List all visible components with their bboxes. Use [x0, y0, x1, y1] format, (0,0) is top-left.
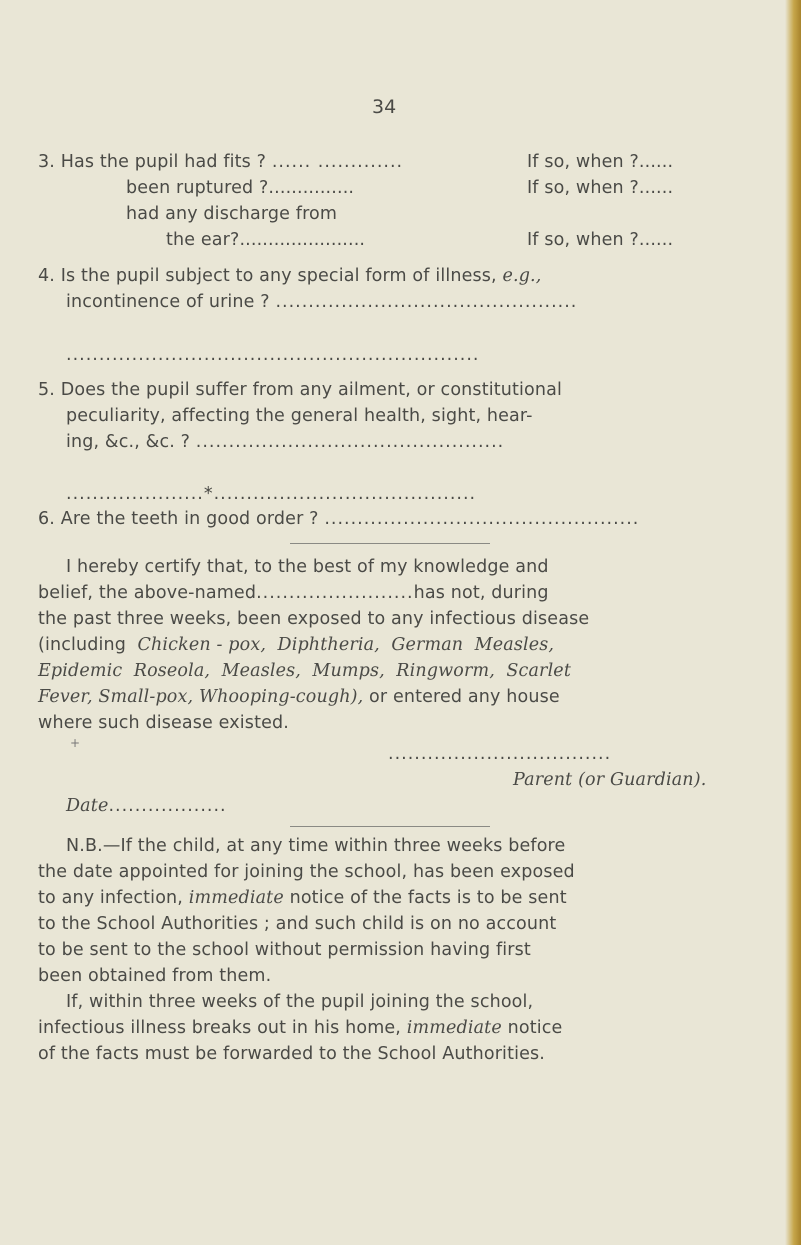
q4-text: Is the pupil subject to any special form of illness, — [60, 266, 497, 286]
nb-infection: to any infection, — [38, 888, 184, 908]
q5-number: 5. — [38, 380, 55, 400]
nb-immediate-2: immediate — [406, 1018, 502, 1038]
section-divider-2 — [290, 826, 490, 827]
cert-belief: belief, the above-named — [38, 583, 257, 603]
disease-german: German — [391, 635, 464, 655]
cert-entered-house: or entered any house — [369, 687, 560, 707]
cert-line4 — [38, 635, 554, 655]
date-blank: .................. — [108, 796, 227, 816]
disease-mumps: Mumps, — [312, 661, 385, 681]
disease-epidemic: Epidemic — [38, 661, 123, 681]
page-number: 34 — [372, 96, 397, 118]
q4-eg: e.g., — [502, 266, 542, 286]
nb-line9: of the facts must be forwarded to the School Authorities. — [38, 1044, 545, 1064]
q3-line1 — [38, 152, 403, 172]
signature-parent: Parent — [513, 770, 573, 790]
q5-line3 — [66, 432, 504, 452]
q3-fits-when: If so, when ?...... — [527, 152, 674, 172]
q4-incontinence: incontinence of urine ? — [66, 292, 270, 312]
stray-mark: + — [70, 736, 81, 750]
signature-blank: .................................. — [388, 744, 612, 764]
signature-guardian: (or Guardian). — [578, 770, 707, 790]
nb-notice: notice of the facts is to be sent — [289, 888, 567, 908]
q5-etc: ing, &c., &c. ? — [66, 432, 191, 452]
nb-line7: If, within three weeks of the pupil joining the school, — [66, 992, 534, 1012]
q5-line2: peculiarity, affecting the general health, sight, hear- — [66, 406, 533, 426]
cert-has-not: has not, during — [413, 583, 549, 603]
q3-ear: the ear?...................... — [166, 230, 366, 250]
q5-text: Does the pupil suffer from any ailment, or constitutional — [60, 380, 562, 400]
q4-line1 — [38, 266, 541, 286]
q6-number: 6. — [38, 509, 55, 529]
signature-caption — [513, 770, 706, 790]
q3-ruptured: been ruptured ?............... — [126, 178, 355, 198]
q5-blank-line: .....................*........................................ — [66, 484, 477, 504]
q3-fits: Has the pupil had fits ? — [60, 152, 267, 172]
nb-line3 — [38, 888, 567, 908]
disease-roseola: Roseola, — [133, 661, 211, 681]
cert-line3: the past three weeks, been exposed to any infectious disease — [38, 609, 590, 629]
cert-name-blank: ........................ — [256, 583, 414, 603]
nb-line5: to be sent to the school without permission having first — [38, 940, 531, 960]
q3-ruptured-when: If so, when ?...... — [527, 178, 674, 198]
q5-answer: ............................................... — [195, 432, 505, 452]
disease-ringworm: Ringworm, — [396, 661, 495, 681]
disease-measles: Measles, — [474, 635, 555, 655]
nb-immediate: immediate — [188, 888, 284, 908]
q4-answer: .............................................. — [275, 292, 578, 312]
q6-answer: ................................................ — [324, 509, 640, 529]
disease-small-pox: Small-pox, — [98, 687, 194, 707]
q4-number: 4. — [38, 266, 55, 286]
nb-illness: infectious illness breaks out in his home, — [38, 1018, 402, 1038]
cert-line7: where such disease existed. — [38, 713, 289, 733]
disease-diphtheria: Diphtheria, — [277, 635, 380, 655]
nb-notice-2: notice — [507, 1018, 563, 1038]
date-label: Date — [66, 796, 109, 816]
page-edge — [785, 0, 801, 1245]
date-line — [66, 796, 227, 816]
q4-blank-line: ............................................................... — [66, 345, 480, 365]
nb-line4: to the School Authorities ; and such child is on no account — [38, 914, 557, 934]
q6-line — [38, 509, 639, 529]
cert-line5 — [38, 661, 571, 681]
q3-discharge: had any discharge from — [126, 204, 338, 224]
cert-line6 — [38, 687, 560, 707]
section-divider — [290, 543, 490, 544]
disease-scarlet: Scarlet — [506, 661, 571, 681]
disease-chicken-pox: Chicken - pox, — [137, 635, 267, 655]
q4-line2 — [66, 292, 577, 312]
disease-fever: Fever, — [38, 687, 93, 707]
q6-text: Are the teeth in good order ? — [60, 509, 319, 529]
nb-line6: been obtained from them. — [38, 966, 272, 986]
nb-line8 — [38, 1018, 562, 1038]
q3-number: 3. — [38, 152, 55, 172]
cert-line1: I hereby certify that, to the best of my knowledge and — [66, 557, 549, 577]
cert-including: (including — [38, 635, 127, 655]
disease-whooping-cough: Whooping-cough), — [198, 687, 364, 707]
disease-measles-2: Measles, — [221, 661, 301, 681]
q3-ear-when: If so, when ?...... — [527, 230, 674, 250]
nb-line2: the date appointed for joining the school, has been exposed — [38, 862, 575, 882]
nb-line1: N.B.—If the child, at any time within three weeks before — [66, 836, 566, 856]
cert-line2 — [38, 583, 549, 603]
q3-fits-answer: ...... ............. — [271, 152, 404, 172]
q5-line1 — [38, 380, 562, 400]
